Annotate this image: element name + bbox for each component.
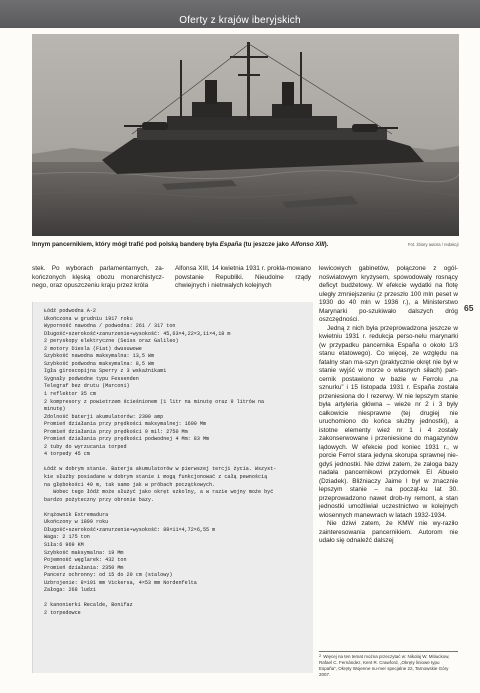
spec-spacer [44, 504, 306, 512]
col3-paragraph: Nie dziwi zatem, że KMW nie wy-raziło zainteresowania pancernikiem. Autorom nie udało się odnaleźć dalszej [319, 520, 458, 544]
spec-sheet-content [44, 308, 306, 617]
spec-line: 2 torpedowce [44, 609, 81, 616]
spec-line: 2 motory Diesla (Fiat) dwusuwowe [44, 345, 142, 352]
spec-paragraph-line: na głębokości 40 m, tak samo jak w próbach początkowych. [44, 481, 216, 488]
spec-line: Krążownik Extremadura [44, 511, 109, 518]
battleship-photo [32, 34, 459, 236]
spec-paragraph-line: Łódź w dobrym stanie. Baterja akumulatorów w pierwszej tercji życia. Wszyst- [44, 466, 277, 473]
spec-line: Promień działania: 2350 Mm [44, 564, 124, 571]
spec-line: Długość•szerokość•zanurzenie•wysokość: 88×11×4,72×6,55 m [44, 526, 216, 533]
spec-line: Ukończona w grudniu 1917 roku [44, 315, 133, 322]
spec-line: Promień działania przy prędkości 9 mil: 2750 Mm [44, 428, 188, 435]
spec-paragraph-line: bardzo pożyteczny przy obronie bazy. [44, 496, 155, 503]
footnote-text: Więcej na ten temat można przeczytać w: Nikolaj W. Mitiuckow, Rafael C. Fernández, Kent R. Crawford, „Okręty liniowe typu España”, Okręty Wojenne nu-mer specjalne 22, Tarnowskie Góry 2007. [319, 654, 450, 677]
spec-line: 2 tuby do wyrzucania torped [44, 443, 127, 450]
spec-line: 2 peryskopy elektryczne (Seiss oraz Galileo) [44, 338, 179, 345]
col3-paragraph: lewicowych gabinetów, połączone z ogól-noświatowym kryzysem, spowodowały rosnący deficyt budżetowy. W efekcie wydatki na flotę uległy zmniejszeniu (z przeszło 100 mln peset w 1930 do 40 mln w 1936 r.), a Ministerstwo Marynarki po-szukiwało dalszych dróg oszczędności. [319, 265, 458, 323]
footnote-mark: 2 [319, 653, 322, 658]
spec-line: Uzbrojenie: 8×101 mm Vickersa, 4×53 mm Nordenfelta [44, 579, 197, 586]
caption-middle: (tu jeszcze jako [241, 241, 291, 248]
spec-line: 2 kanonierki Recalde, Bonifaz [44, 602, 133, 609]
page-number: 65 [464, 303, 474, 313]
footnote-rule [319, 651, 458, 652]
body-column-3 [319, 265, 458, 546]
footnote [319, 653, 458, 678]
spec-line: Ukończony w 1899 roku [44, 519, 109, 526]
running-header-title: Oferty z krajów iberyjskich [179, 15, 301, 26]
body-column-2: Alfonsa XIII, 14 kwietnia 1931 r. prokla-mowano powstanie Republiki. Nieudolne rządy chwiejnych i nietrwałych kolejnych [175, 265, 311, 289]
spec-line: Szybkość nawodna maksymalna: 13,5 Wm [44, 353, 155, 360]
spec-line: 1 reflektor 35 cm [44, 391, 96, 398]
spec-paragraph-line: Wobec tego łódź może służyć jako okręt szkolny, a w razie wojny może być [44, 489, 274, 496]
spec-line: Telegraf bez drutu (Marconi) [44, 383, 130, 390]
caption-ship-name: España [219, 241, 242, 248]
spec-line: Pancerz ochronny: od 15 do 20 cm (stalowy) [44, 572, 173, 579]
spec-spacer [44, 595, 306, 603]
spec-line: Pojemność węglarek: 432 ton [44, 557, 127, 564]
spec-line: Promień działania przy prędkości podwodnej 4 Mm: 83 Mm [44, 436, 210, 443]
spec-line: Siła:6 969 KM [44, 541, 84, 548]
spec-line: Promień działania przy prędkości maksymalnej: 1600 Mm [44, 421, 207, 428]
caption-prefix: Innym pancernikiem, który mógł trafić pod polską banderę była [32, 241, 220, 248]
photo-credit: Fot. zbiory autora / redakcji [408, 242, 459, 247]
body-column-1: stek. Po wyborach parlamentarnych, za-kończonych klęską obozu monarchistycz-nego, oraz opuszczeniu kraju przez króla [32, 265, 164, 289]
spec-line: 2 kompresory z powietrzem ścieśnionem (1 litr na minutę oraz 9 litrów na [44, 398, 265, 405]
spec-line: Długość•szerokość•zanurzenie•wysokość: 45,63×4,22×3,11×4,18 m [44, 330, 231, 337]
spec-line: Igła giroscopijna Sperry z 3 wskaźnikami [44, 368, 167, 375]
spec-spacer [44, 459, 306, 467]
spec-line: Załoga: 268 ludzi [44, 587, 96, 594]
spec-sheet-box [32, 302, 313, 673]
spec-line: Waga: 2 175 ton [44, 534, 90, 541]
caption-former-name: Alfonso XIII [290, 241, 325, 248]
spec-line: Zdolność baterji akumulatorów: 2300 amp [44, 413, 164, 420]
spec-paragraph-line: kie służby posiadane w dobrym stanie i mogą funkcjonować z całą pewnością [44, 474, 268, 481]
spec-line: Łódź podwodna A-2 [44, 308, 96, 314]
spec-line: Wyporność nawodna / podwodna: 261 / 317 ton [44, 323, 176, 330]
caption-suffix: ). [324, 241, 329, 248]
photo-caption [32, 241, 382, 248]
spec-line: minutę) [44, 406, 66, 413]
col3-paragraph: Jedną z nich była przeprowadzona jeszcze w kwietniu 1931 r. redukcja perso-nelu marynarki (w przypadku pancernika España o około 1/3 stanu etatowego). Co więcej, ze względu na fatalny stan ma-szyn (praktycznie okręt nie był w stanie wyjść w morze o własnych siłach) pan-cernik postawiono w bazie w Ferrolu „na sznurku” i 15 listopada 1931 r. España została przeniesiona do I rezerwy. W nie lepszym stanie była artyleria główna – wieże nr 2 i 3 były całkowicie niesprawne (tej drugiej nie uruchomiono do końca służby jednostki), a istotne elementy wież nr 1 i 4 zostały zakonserwowane i przeniesione do magazynów lądowych. W efekcie pod koniec 1931 r., w porcie Ferrol stara jedyna skorupa sprawnej nie-gdyś jednostki. Nie dziwi zatem, że zaloga bazy nadała pancernikowi przydomek El Abuelo (Dziadek). Bliźniaczy Jaime I był w znacznie lepszym stanie – na począt-ku lat 30. przeprowadzono nawet drob-ny remont, a stan jednostki umożliwiał uczestnictwo w kolejnych wiosennych manewrach w latach 1932-1934. [319, 324, 458, 519]
spec-line: Sygnały podwodne typu Fessenden [44, 375, 139, 382]
spec-line: Szybkość maksymalna: 19 Mm [44, 549, 124, 556]
spec-line: Szybkość podwodna maksymalna: 8,5 Wm [44, 360, 155, 367]
spec-line: 4 torpedy 45 cm [44, 451, 90, 458]
